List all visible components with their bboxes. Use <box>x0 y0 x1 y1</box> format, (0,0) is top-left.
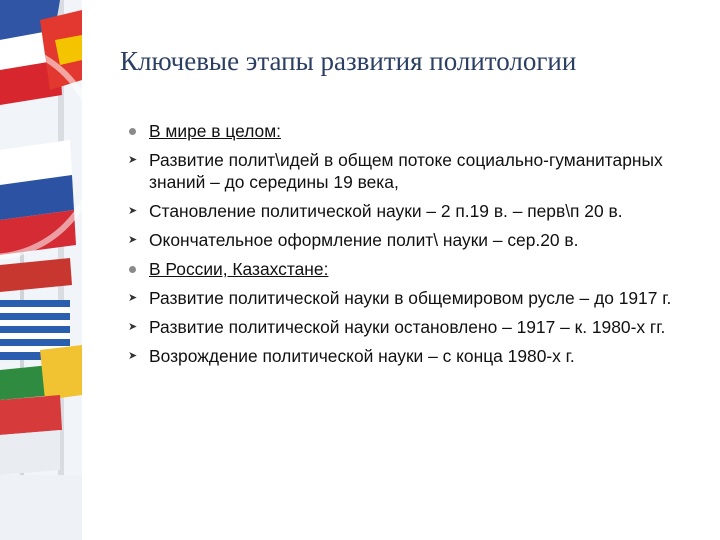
list-item <box>128 200 708 222</box>
arrow-bullet-icon: ➤ <box>128 321 138 333</box>
list-item-text: Развитие полит\идей в общем потоке социально-гуманитарных знаний – до середины 19 века, <box>149 150 663 192</box>
list-item <box>128 258 708 280</box>
list-item-text: Развитие политической науки в общемировом русле – до 1917 г. <box>149 288 672 308</box>
list-item-text: Развитие политической науки остановлено – 1917 – к. 1980-х гг. <box>149 317 666 337</box>
list-item-text: Возрождение политической науки – с конца 1980-х г. <box>149 346 575 366</box>
list-item <box>128 345 708 367</box>
arrow-bullet-icon: ➤ <box>128 205 138 217</box>
slide-title: Ключевые этапы развития политологии <box>120 46 577 76</box>
dot-icon <box>128 120 142 142</box>
list-item-text: Окончательное оформление полит\ науки – сер.20 в. <box>149 230 579 250</box>
list-item-text: В России, Казахстане: <box>149 259 329 279</box>
arrow-bullet-icon: ➤ <box>128 154 138 166</box>
list-item-text: Становление политической науки – 2 п.19 в. – перв\п 20 в. <box>149 201 623 221</box>
list-item-text: В мире в целом: <box>149 121 282 141</box>
arrow-bullet-icon: ➤ <box>128 292 138 304</box>
bullet-list <box>128 120 708 374</box>
flags-decoration <box>0 0 82 540</box>
list-item <box>128 229 708 251</box>
list-item <box>128 120 708 142</box>
list-item <box>128 287 708 309</box>
flags-icon <box>0 0 82 540</box>
dot-icon <box>128 258 142 280</box>
arrow-bullet-icon: ➤ <box>128 350 138 362</box>
list-item <box>128 149 708 193</box>
list-item <box>128 316 708 338</box>
arrow-bullet-icon: ➤ <box>128 234 138 246</box>
